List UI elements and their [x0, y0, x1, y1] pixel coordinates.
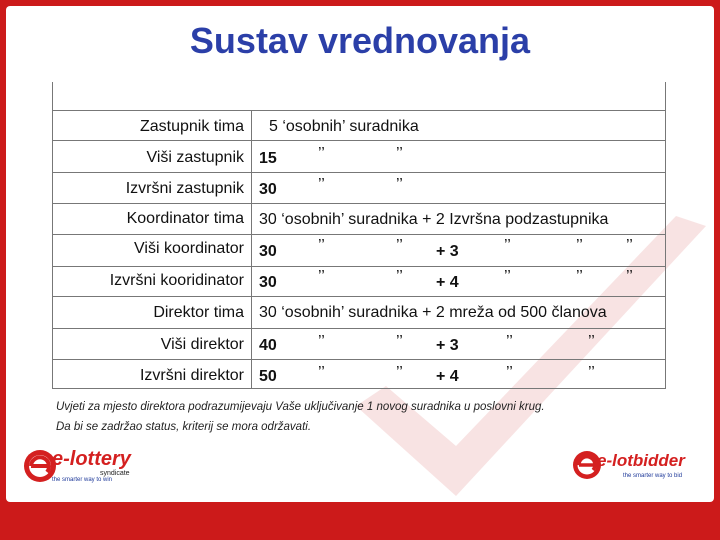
footnote: Uvjeti za mjesto direktora podrazumijevaju Vaše uključivanje 1 novog suradnika u poslovni krug.: [56, 401, 545, 413]
table-right-border: [665, 82, 666, 388]
row-value: 15: [259, 150, 277, 167]
row-line: [52, 140, 666, 141]
row-line: [52, 328, 666, 329]
row-label: Viši direktor: [160, 336, 244, 353]
row-line: [52, 234, 666, 235]
e-lottery-logo: [22, 446, 144, 486]
row-value: 40: [259, 337, 277, 354]
row-label: Koordinator tima: [126, 210, 244, 227]
row-value: 30 ‘osobnih’ suradnika + 2 mreža od 500 članova: [259, 304, 607, 321]
footnote: Da bi se zadržao status, kriterij se mora održavati.: [56, 421, 312, 433]
ditto-mark: ’’: [318, 237, 325, 254]
row-line: [52, 110, 666, 111]
e-lottery-brand: e-lottery: [52, 448, 131, 470]
ditto-mark: ’’: [396, 145, 403, 162]
row-extra: + 3: [436, 337, 459, 354]
ditto-mark: ’’: [396, 333, 403, 350]
ditto-mark: ’’: [318, 333, 325, 350]
row-extra: + 4: [436, 274, 459, 291]
row-line: [52, 359, 666, 360]
row-line: [52, 172, 666, 173]
row-label: Izvršni zastupnik: [125, 180, 244, 197]
row-label: Izvršni kooridinator: [109, 272, 244, 289]
table-divider: [251, 110, 252, 388]
row-label: Zastupnik tima: [139, 118, 244, 135]
row-value: 30 ‘osobnih’ suradnika + 2 Izvršna podzastupnika: [259, 211, 609, 228]
page-title: Sustav vrednovanja: [189, 20, 531, 61]
ditto-mark: ’’: [318, 145, 325, 162]
ditto-mark: ’’: [504, 237, 511, 254]
row-label: Direktor tima: [153, 304, 244, 321]
e-lotbidder-logo: [571, 446, 699, 486]
ditto-mark: ’’: [396, 364, 403, 381]
row-line: [52, 388, 666, 389]
e-lottery-tagline: the smarter way to win: [52, 477, 113, 483]
ditto-mark: ’’: [576, 268, 583, 285]
ditto-mark: ’’: [396, 176, 403, 193]
ditto-mark: ’’: [318, 364, 325, 381]
row-line: [52, 266, 666, 267]
row-label: Viši koordinator: [134, 240, 244, 257]
ditto-mark: ’’: [576, 237, 583, 254]
ditto-mark: ’’: [506, 333, 513, 350]
e-lotbidder-brand: e-lotbidder: [597, 451, 685, 470]
row-line: [52, 203, 666, 204]
ditto-mark: ’’: [318, 176, 325, 193]
ditto-mark: ’’: [396, 268, 403, 285]
row-value: 30: [259, 274, 277, 291]
row-extra: + 4: [436, 368, 459, 385]
ditto-mark: ’’: [626, 237, 633, 254]
row-label: Izvršni direktor: [139, 367, 244, 384]
row-label: Viši zastupnik: [146, 149, 244, 166]
ditto-mark: ’’: [506, 364, 513, 381]
status-table: [52, 82, 666, 392]
e-lottery-sub: syndicate: [100, 470, 130, 477]
row-line: [52, 296, 666, 297]
ditto-mark: ’’: [626, 268, 633, 285]
ditto-mark: ’’: [588, 333, 595, 350]
ditto-mark: ’’: [396, 237, 403, 254]
ditto-mark: ’’: [588, 364, 595, 381]
row-value: 50: [259, 368, 277, 385]
e-lotbidder-tagline: the smarter way to bid: [623, 473, 683, 479]
row-value: 5 ‘osobnih’ suradnika: [269, 118, 419, 135]
ditto-mark: ’’: [318, 268, 325, 285]
ditto-mark: ’’: [504, 268, 511, 285]
row-extra: + 3: [436, 243, 459, 260]
row-value: 30: [259, 243, 277, 260]
row-value: 30: [259, 181, 277, 198]
